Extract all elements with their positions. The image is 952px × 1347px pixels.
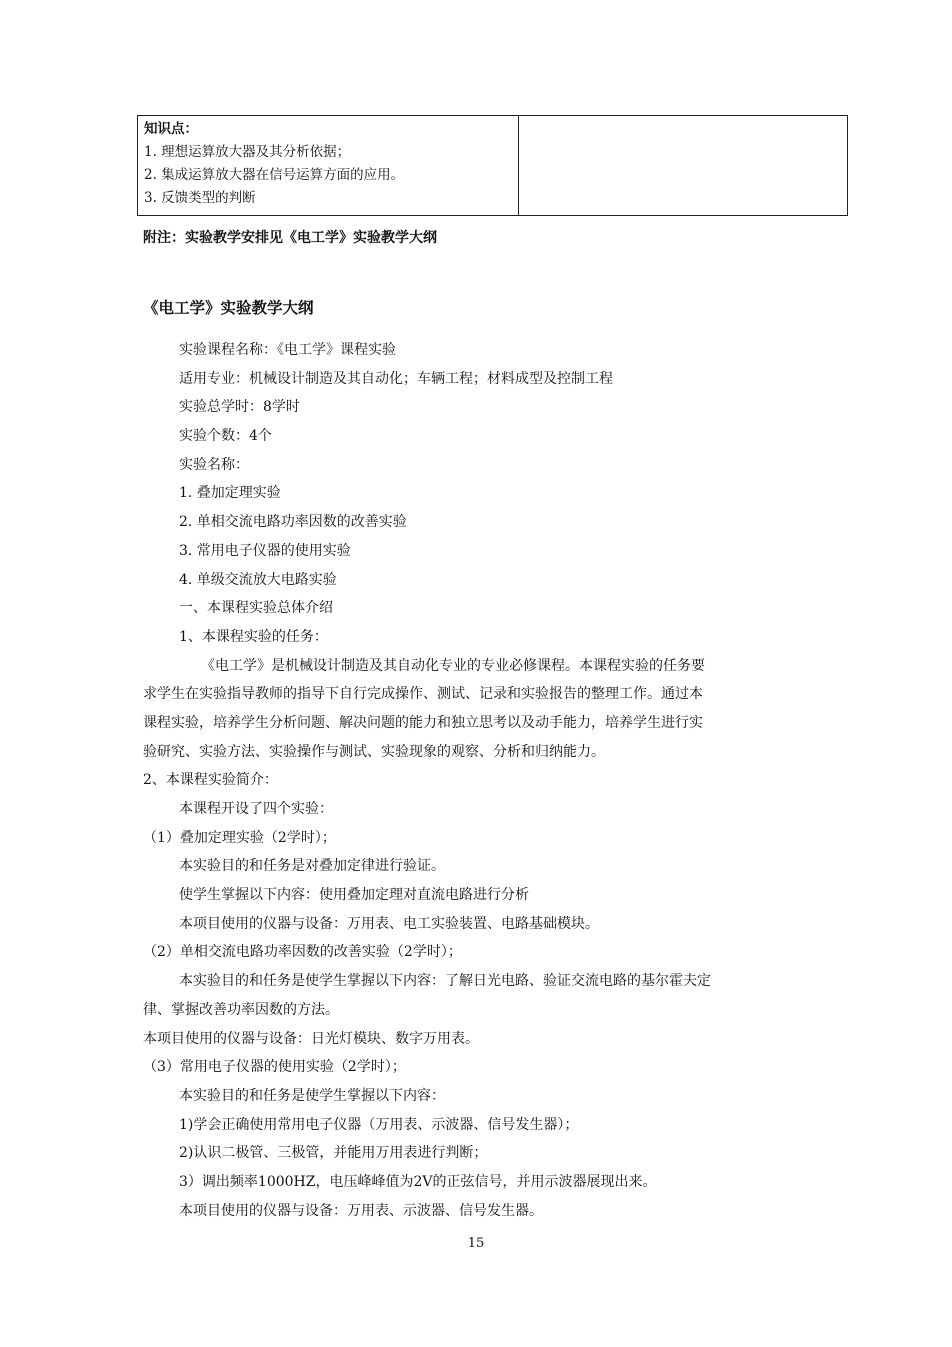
- experiment-2-purpose-line: 律、掌握改善功率因数的方法。: [143, 1001, 339, 1018]
- empty-table-cell: [519, 116, 848, 216]
- summary-heading: 2、本课程实验简介：: [143, 772, 278, 789]
- task-paragraph-line: 《电工学》是机械设计制造及其自动化专业的专业必修课程。本课程实验的任务要: [201, 657, 705, 674]
- knowledge-points-cell: [138, 116, 519, 216]
- task-heading: 1、本课程实验的任务：: [179, 628, 328, 645]
- knowledge-point-item: 3. 反馈类型的判断: [144, 190, 256, 206]
- task-paragraph-line: 课程实验，培养学生分析问题、解决问题的能力和独立思考以及动手能力，培养学生进行实: [143, 714, 703, 731]
- experiment-name-item: 1. 叠加定理实验: [179, 485, 281, 502]
- total-hours: 实验总学时：8学时: [179, 399, 300, 416]
- section-title: 《电工学》实验教学大纲: [143, 298, 314, 317]
- applicable-majors: 适用专业：机械设计制造及其自动化；车辆工程；材料成型及控制工程: [179, 370, 613, 387]
- summary-lead: 本课程开设了四个实验：: [179, 801, 333, 817]
- experiment-name-item: 4. 单级交流放大电路实验: [179, 571, 337, 588]
- experiment-names-label: 实验名称：: [179, 456, 249, 473]
- experiment-1-content: 使学生掌握以下内容：使用叠加定理对直流电路进行分析: [179, 887, 529, 904]
- task-paragraph-line: 求学生在实验指导教师的指导下自行完成操作、测试、记录和实验报告的整理工作。通过本: [143, 686, 703, 703]
- task-paragraph-line: 验研究、实验方法、实验操作与测试、实验现象的观察、分析和归纳能力。: [143, 743, 605, 760]
- experiment-2-equipment: 本项目使用的仪器与设备：日光灯模块、数字万用表。: [143, 1030, 479, 1047]
- experiment-1-purpose: 本实验目的和任务是对叠加定律进行验证。: [179, 858, 445, 875]
- knowledge-point-item: 2. 集成运算放大器在信号运算方面的应用。: [144, 167, 405, 183]
- experiment-name-item: 2. 单相交流电路功率因数的改善实验: [179, 514, 407, 531]
- experiment-name-item: 3. 常用电子仪器的使用实验: [179, 542, 351, 559]
- intro-heading: 一、本课程实验总体介绍: [179, 600, 333, 617]
- experiment-3-point: 3）调出频率1000HZ，电压峰峰值为2V的正弦信号，并用示波器展现出来。: [179, 1173, 657, 1190]
- experiment-3-purpose: 本实验目的和任务是使学生掌握以下内容：: [179, 1087, 445, 1104]
- experiment-3-point: 1)学会正确使用常用电子仪器（万用表、示波器、信号发生器）；: [179, 1116, 579, 1133]
- experiment-count: 实验个数：4个: [179, 428, 272, 445]
- course-name: 实验课程名称：《电工学》课程实验: [179, 342, 396, 358]
- syllabus-body: [143, 336, 813, 1225]
- experiment-1-equipment: 本项目使用的仪器与设备：万用表、电工实验装置、电路基础模块。: [179, 915, 599, 932]
- knowledge-point-item: 1. 理想运算放大器及其分析依据；: [144, 144, 351, 160]
- experiment-3-equipment: 本项目使用的仪器与设备：万用表、示波器、信号发生器。: [179, 1202, 543, 1219]
- experiment-3-title: （3）常用电子仪器的使用实验（2学时）；: [143, 1059, 406, 1076]
- experiment-3-point: 2)认识二极管、三极管，并能用万用表进行判断；: [179, 1145, 488, 1162]
- page-number: 15: [467, 1236, 485, 1251]
- knowledge-points-heading: 知识点：: [144, 121, 198, 137]
- experiment-1-title: （1）叠加定理实验（2学时）；: [143, 829, 336, 846]
- knowledge-points-table: [137, 115, 848, 216]
- appendix-note: 附注：实验教学安排见《电工学》实验教学大纲: [143, 230, 437, 246]
- experiment-2-title: （2）单相交流电路功率因数的改善实验（2学时）；: [143, 944, 462, 961]
- experiment-2-purpose-line: 本实验目的和任务是使学生掌握以下内容：了解日光电路、验证交流电路的基尔霍夫定: [179, 973, 711, 990]
